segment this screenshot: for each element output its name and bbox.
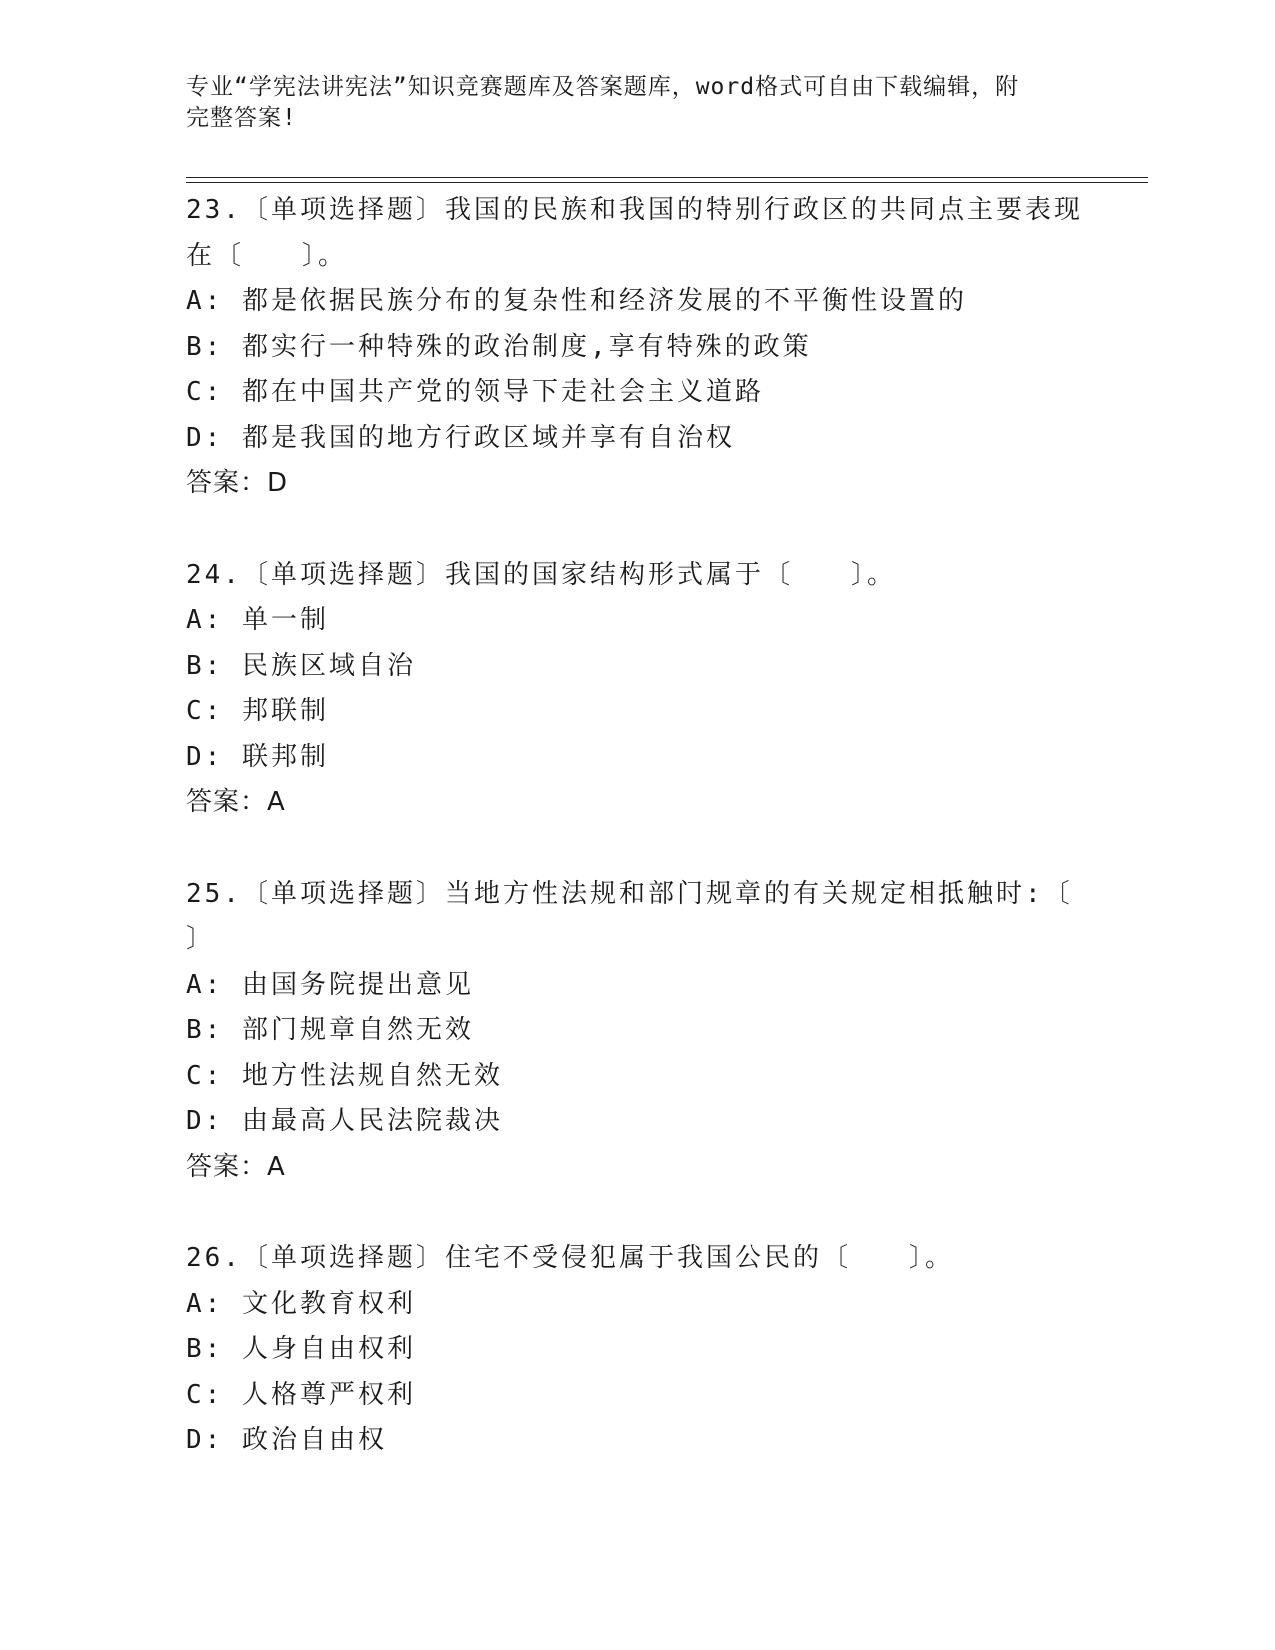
option-a: A: 都是依据民族分布的复杂性和经济发展的不平衡性设置的 — [186, 286, 967, 316]
option-b: B: 人身自由权利 — [186, 1334, 416, 1364]
option-d: D: 由最高人民法院裁决 — [186, 1106, 503, 1136]
option-a: A: 单一制 — [186, 605, 329, 635]
header-divider-top — [186, 177, 1148, 178]
question-stem: 25.〔单项选择题〕当地方性法规和部门规章的有关规定相抵触时:〔 — [186, 878, 1073, 909]
question-23 — [186, 188, 1086, 507]
option-d: D: 都是我国的地方行政区域并享有自治权 — [186, 422, 735, 453]
option-a: A: 文化教育权利 — [186, 1288, 416, 1319]
option-c: C: 都在中国共产党的领导下走社会主义道路 — [186, 377, 764, 407]
question-stem: 23.〔单项选择题〕我国的民族和我国的特别行政区的共同点主要表现 — [186, 195, 1083, 225]
option-d: D: 政治自由权 — [186, 1425, 387, 1455]
option-c: C: 人格尊严权利 — [186, 1379, 416, 1410]
document-header — [186, 72, 1066, 134]
option-b: B: 民族区域自治 — [186, 650, 416, 681]
answer-line: 答案：A — [186, 787, 286, 817]
question-24 — [186, 553, 1086, 826]
header-line-2: 完整答案! — [186, 105, 297, 131]
option-b: B: 都实行一种特殊的政治制度,享有特殊的政策 — [186, 331, 812, 362]
question-25 — [186, 872, 1086, 1191]
question-stem: 24.〔单项选择题〕我国的国家结构形式属于〔 〕。 — [186, 559, 896, 590]
answer-line: 答案：D — [186, 468, 289, 498]
option-d: D: 联邦制 — [186, 741, 329, 772]
question-list — [186, 188, 1086, 1510]
question-stem-continued: 〕 — [186, 924, 216, 954]
option-c: C: 地方性法规自然无效 — [186, 1060, 503, 1091]
option-a: A: 由国务院提出意见 — [186, 969, 474, 1000]
question-stem: 26.〔单项选择题〕住宅不受侵犯属于我国公民的〔 〕。 — [186, 1243, 954, 1273]
option-c: C: 邦联制 — [186, 696, 329, 726]
option-b: B: 部门规章自然无效 — [186, 1015, 474, 1045]
question-stem-continued: 在〔 〕。 — [186, 240, 348, 271]
answer-line: 答案：A — [186, 1151, 286, 1182]
header-line-1: 专业“学宪法讲宪法”知识竞赛题库及答案题库，word格式可自由下载编辑，附 — [186, 74, 1020, 100]
question-26 — [186, 1236, 1086, 1464]
header-divider-bottom — [186, 182, 1148, 183]
